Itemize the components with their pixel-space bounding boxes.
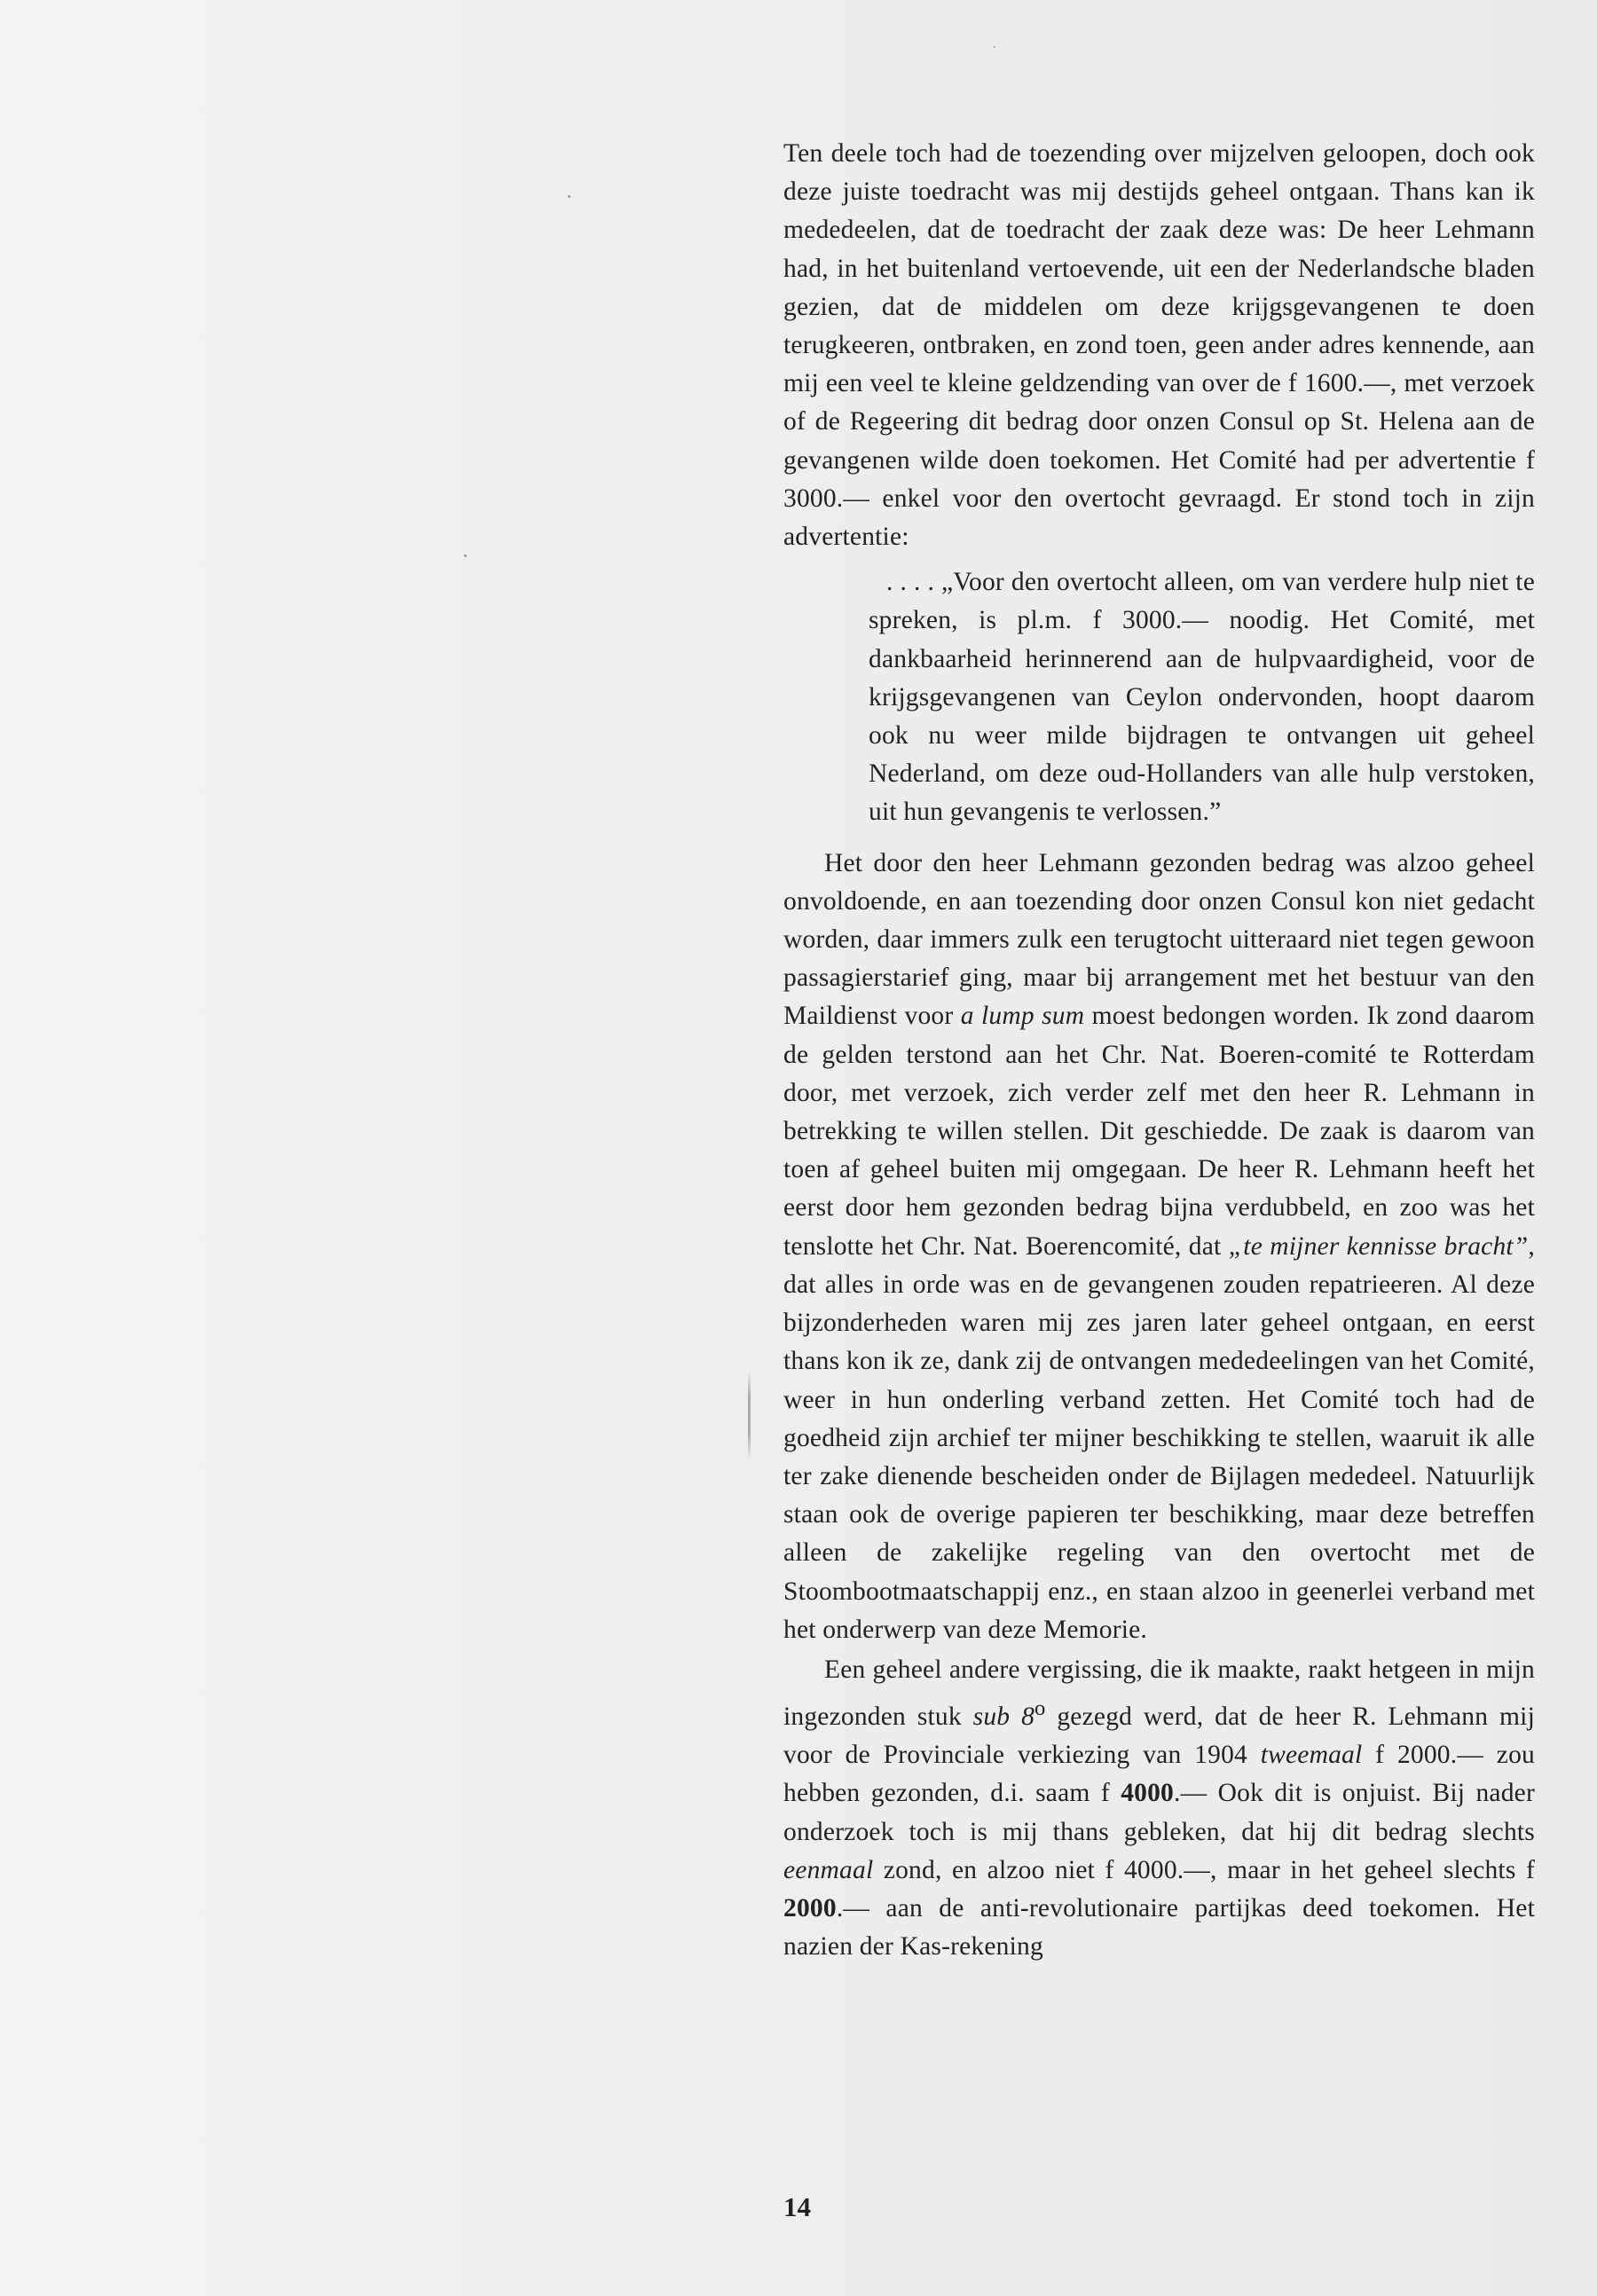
body-text <box>783 135 1535 1966</box>
margin-mark <box>748 1371 751 1459</box>
paragraph-3-bold-a: 4000 <box>1121 1779 1175 1808</box>
block-quote-text: . . . . „Voor den overtocht alleen, om van verdere hulp niet te spreken, is pl.m. f 3000.— noodig. Het Comité, met dankbaarheid herinnerend aan de hulpvaardigheid, voor de krijgsgevangenen van Ceylon ondervonden, hoopt daarom ook nu weer milde bijdragen te ontvangen uit geheel Nederland, om deze oud-Hollanders van alle hulp verstoken, uit hun gevangenis te verlossen.” <box>869 568 1535 827</box>
paragraph-3-text-d: .— Ook dit is onjuist. Bij nader onderzoek toch is mij thans gebleken, dat hij dit bedrag slechts <box>783 1779 1535 1846</box>
paragraph-3 <box>783 1651 1535 1966</box>
paragraph-1-text: Ten deele toch had de toezending over mijzelven geloopen, doch ook deze juiste toedracht was mij destijds geheel ontgaan. Thans kan ik mededeelen, dat de toedracht der zaak deze was: De heer Lehmann had, in het buitenland vertoevende, uit een der Nederlandsche bladen gezien, dat de middelen om deze krijgsgevangenen te doen terugkeeren, ontbraken, en zond toen, geen ander adres kennende, aan mij een veel te kleine geldzending van over de f 1600.—, met verzoek of de Regeering dit bedrag door onzen Consul op St. Helena aan de gevangenen wilde doen toekomen. Het Comité had per advertentie f 3000.— enkel voor den overtocht gevraagd. Er stond toch in zijn advertentie: <box>783 139 1535 552</box>
paragraph-1 <box>783 135 1535 556</box>
paragraph-3-text-c: f 2000.— zou hebben gezonden, d.i. saam f <box>783 1741 1535 1808</box>
page-number: 14 <box>783 2191 811 2222</box>
paragraph-3-italic-a: sub 8 <box>972 1702 1035 1731</box>
paragraph-3-superscript: o <box>1035 1696 1046 1721</box>
paragraph-3-text-e: zond, en alzoo niet f 4000.—, maar in het geheel slechts f <box>873 1855 1535 1884</box>
paragraph-3-text-f: .— aan de anti-revolutionaire partijkas deed toekomen. Het nazien der Kas-rekening <box>783 1893 1535 1962</box>
paragraph-3-text-a: Een geheel andere vergissing, die ik maakte, raakt hetgeen in mijn ingezonden stuk <box>783 1655 1535 1731</box>
paragraph-3-italic-c: eenmaal <box>783 1855 874 1884</box>
paper-speck <box>464 554 467 557</box>
paper-speck <box>994 46 995 48</box>
paragraph-2-italic-b: „te mijner kennisse bracht” <box>1228 1231 1529 1261</box>
paragraph-3-text-b: gezegd werd, dat de heer R. Lehmann mij voor de Provinciale verkiezing van 1904 <box>783 1702 1535 1770</box>
paragraph-2-text-b: moest bedongen worden. Ik zond daarom de gelden terstond aan het Chr. Nat. Boeren-comité te Rotterdam door, met verzoek, zich verder zelf met den heer R. Lehmann in betrekking te willen stellen. Dit geschiedde. De zaak is daarom van toen af geheel buiten mij omgegaan. De heer R. Lehmann heeft het eerst door hem gezonden bedrag bijna verdubbeld, en zoo was het tenslotte het Chr. Nat. Boerencomité, dat <box>783 1002 1535 1261</box>
block-quote <box>783 563 1535 831</box>
paragraph-2-text-a: Het door den heer Lehmann gezonden bedrag was alzoo geheel onvoldoende, en aan toezending door onzen Consul kon niet gedacht worden, daar immers zulk een terugtocht uitteraard niet tegen gewoon passagierstarief ging, maar bij arrangement met het bestuur van den Maildienst voor <box>783 848 1535 1031</box>
paragraph-3-bold-b: 2000 <box>783 1893 837 1923</box>
paragraph-3-italic-b: tweemaal <box>1260 1741 1363 1770</box>
paragraph-2-text-c: , dat alles in orde was en de gevangenen zouden repatrieeren. Al deze bijzonderheden waren mij zes jaren later geheel ontgaan, en eerst thans kon ik ze, dank zij de ontvangen mededeelingen van het Comité, weer in hun onderling verband zetten. Het Comité toch had de goedheid zijn archief ter mijner beschikking te stellen, waaruit ik alle ter zake dienende bescheiden onder de Bijlagen mededeel. Natuurlijk staan ook de overige papieren ter beschikking, maar deze betreffen alleen de zakelijke regeling van den overtocht met de Stoombootmaatschappij enz., en staan alzoo in geenerlei verband met het onderwerp van deze Memorie. <box>783 1231 1535 1644</box>
paragraph-2-italic-a: a lump sum <box>960 1002 1085 1031</box>
paragraph-2 <box>783 845 1535 1649</box>
paper-speck <box>568 195 570 198</box>
